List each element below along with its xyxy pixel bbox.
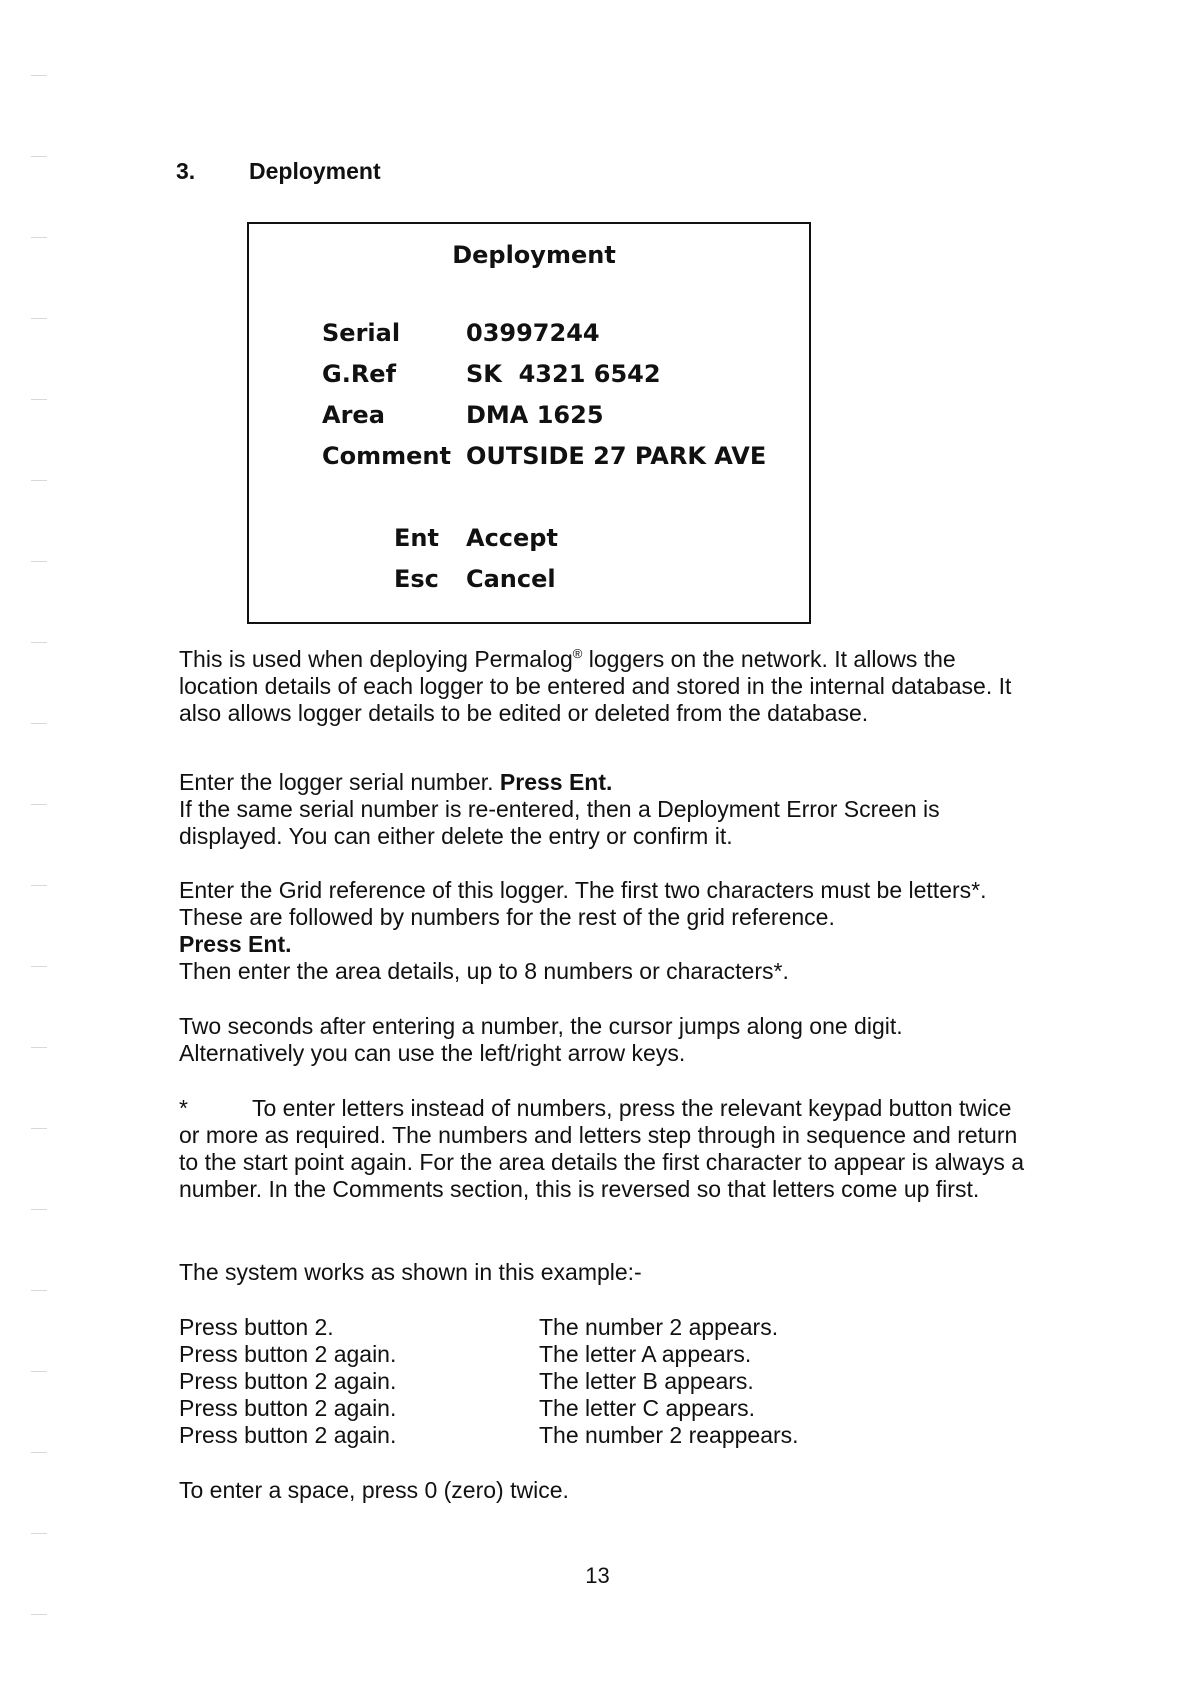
example-row [179, 1395, 799, 1422]
field-value: OUTSIDE 27 PARK AVE [466, 442, 767, 470]
example-row [179, 1314, 799, 1341]
page-number: 13 [585, 1563, 610, 1588]
grid-instructions [179, 877, 1029, 985]
margin-mark [31, 480, 47, 481]
field-row-gref [322, 359, 661, 389]
registered-mark: ® [572, 646, 583, 661]
margin-mark [31, 561, 47, 562]
cursor-note-text: Two seconds after entering a number, the cursor jumps along one digit. Alternatively you can use the left/right arrow keys. [179, 1013, 903, 1066]
space-note-text: To enter a space, press 0 (zero) twice. [179, 1477, 569, 1503]
example-table [179, 1314, 799, 1449]
press-ent-text: Press Ent. [179, 931, 292, 957]
example-action: Press button 2 again. [179, 1395, 397, 1421]
duplicate-serial-text: If the same serial number is re-entered, then a Deployment Error Screen is displayed. You can either delete the entry or confirm it. [179, 796, 940, 849]
footnote-marker: * [179, 1095, 188, 1121]
section-number: 3. [176, 158, 196, 184]
key-action: Accept [466, 524, 558, 552]
margin-mark [31, 75, 47, 76]
footnote [179, 1095, 1029, 1203]
example-intro [179, 1259, 1029, 1286]
example-result: The letter A appears. [539, 1341, 752, 1367]
field-value: SK 4321 6542 [466, 360, 661, 388]
example-result: The letter B appears. [539, 1368, 754, 1394]
example-action: Press button 2. [179, 1314, 334, 1340]
serial-instructions [179, 769, 1029, 850]
margin-mark [31, 237, 47, 238]
example-result: The number 2 reappears. [539, 1422, 799, 1448]
screen-title: Deployment [452, 241, 616, 269]
margin-mark [31, 156, 47, 157]
margin-mark [31, 318, 47, 319]
example-row [179, 1368, 799, 1395]
example-result: The letter C appears. [539, 1395, 756, 1421]
margin-mark [31, 1047, 47, 1048]
margin-mark [31, 723, 47, 724]
deployment-screen [247, 222, 811, 624]
key-label: Ent [394, 524, 439, 552]
margin-mark [31, 1290, 47, 1291]
press-ent-text: Press Ent. [499, 769, 613, 795]
margin-mark [31, 1128, 47, 1129]
margin-mark [31, 1614, 47, 1615]
field-label: Serial [322, 319, 401, 347]
example-row [179, 1341, 799, 1368]
section-title: Deployment [249, 158, 381, 184]
margin-mark [31, 804, 47, 805]
field-row-comment [322, 441, 766, 471]
grid-ref-text: Enter the Grid reference of this logger. The first two characters must be letters*. These are followed by numbers for the rest of the grid reference. [179, 877, 987, 930]
example-action: Press button 2 again. [179, 1422, 397, 1448]
space-note [179, 1477, 1029, 1504]
margin-mark [31, 642, 47, 643]
example-result: The number 2 appears. [539, 1314, 779, 1340]
margin-mark [31, 1371, 47, 1372]
section-heading [176, 158, 381, 185]
field-label: Comment [322, 442, 451, 470]
example-intro-text: The system works as shown in this example:- [179, 1259, 642, 1285]
footnote-text: To enter letters instead of numbers, press the relevant keypad button twice or more as required. The numbers and letters step through in sequence and return to the start point again. For the area details the first character to appear is always a number. In the Comments section, this is reversed so that letters come up first. [179, 1095, 1025, 1202]
margin-mark [31, 1209, 47, 1210]
margin-mark [31, 399, 47, 400]
margin-mark [31, 966, 47, 967]
example-action: Press button 2 again. [179, 1368, 397, 1394]
example-row [179, 1422, 799, 1449]
field-label: Area [322, 401, 385, 429]
field-row-area [322, 400, 604, 430]
intro-paragraph [179, 646, 1029, 727]
key-row-ent [394, 523, 558, 553]
cursor-note [179, 1013, 1029, 1067]
field-value: DMA 1625 [466, 401, 604, 429]
field-label: G.Ref [322, 360, 397, 388]
key-row-esc [394, 564, 556, 594]
margin-mark [31, 885, 47, 886]
key-action: Cancel [466, 565, 556, 593]
margin-mark [31, 1452, 47, 1453]
intro-text: This is used when deploying Permalog [179, 646, 573, 672]
example-action: Press button 2 again. [179, 1341, 397, 1367]
area-details-text: Then enter the area details, up to 8 numbers or characters*. [179, 958, 789, 984]
field-row-serial [322, 318, 600, 348]
margin-mark [31, 1533, 47, 1534]
key-label: Esc [394, 565, 439, 593]
intro-text-rest: loggers on the network. It allows the location details of each logger to be entered and stored in the internal database. It also allows logger details to be edited or deleted from the database. [179, 646, 1012, 726]
field-value: 03997244 [466, 319, 600, 347]
serial-instruction-text: Enter the logger serial number. [179, 769, 500, 795]
